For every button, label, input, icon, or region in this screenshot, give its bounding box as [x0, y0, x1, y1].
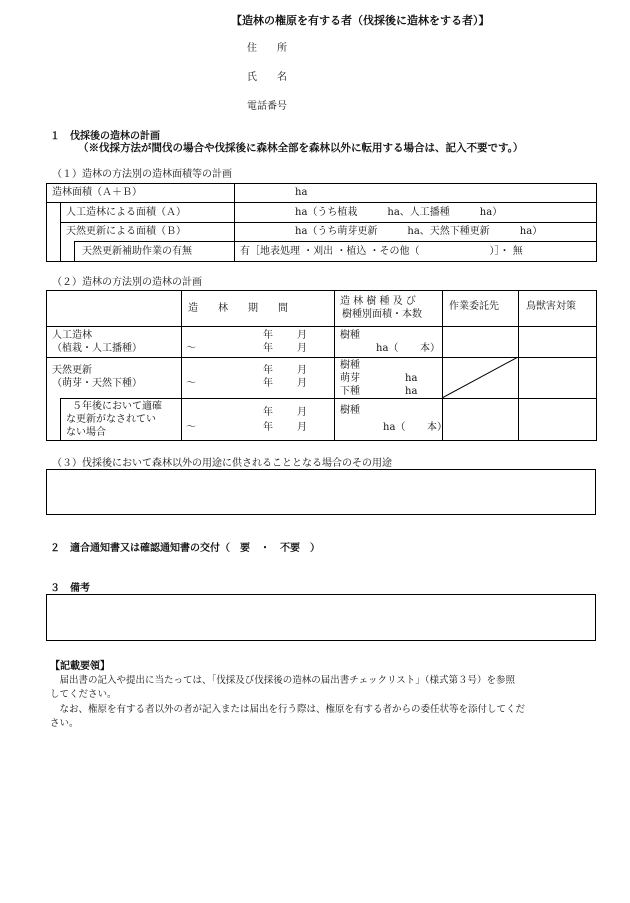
row2-tilde: 〜: [186, 378, 196, 389]
notes-heading: 【記載要領】: [50, 661, 110, 672]
row3-nen1: 年: [263, 407, 273, 418]
row2-seed-ha: ha: [405, 386, 418, 397]
row2-nen1: 年: [263, 365, 273, 376]
section3-caption: （３）伐採後において森林以外の用途に供されることとなる場合のその用途: [52, 458, 392, 469]
row2-label-line1: 天然更新: [52, 365, 92, 376]
table1-caption: （１）造林の方法別の造林面積等の計画: [52, 169, 232, 180]
row3-tsuki1: 月: [297, 407, 307, 418]
species-header-line2: 樹種別面積・本数: [342, 309, 422, 320]
row3-hon: 本）: [427, 422, 447, 433]
row3-tsuki2: 月: [297, 422, 307, 433]
total-area-label: 造林面積（Ａ＋Ｂ）: [52, 187, 142, 198]
assist-work-value: 有［地表処理 ・刈出 ・植込 ・その他（ ）］・ 無: [240, 246, 523, 257]
other-use-box[interactable]: [46, 469, 596, 515]
row1-nen2: 年: [263, 343, 273, 354]
notes-p2-line1: なお、権原を有する者以外の者が記入または届出を行う際は、権原を有する者からの委任状等を添付してくだ: [50, 704, 526, 715]
row2-species: 樹種: [340, 360, 360, 371]
form-title: 【造林の権原を有する者（伐採後に造林をする者）】: [231, 14, 490, 27]
contractor-header: 作業委託先: [449, 301, 499, 312]
section2-text: ２ 適合通知書又は確認通知書の交付（ 要 ・ 不要 ）: [50, 543, 320, 554]
row3-label-line3: ない場合: [66, 427, 106, 438]
phone-label: 電話番号: [247, 101, 287, 112]
row1-hon: 本）: [420, 343, 440, 354]
damage-header: 鳥獣害対策: [526, 301, 576, 312]
row1-tilde: 〜: [186, 343, 196, 354]
row3-species: 樹種: [340, 405, 360, 416]
period-header: 造 林 期 間: [188, 303, 288, 314]
diagonal-strike: [442, 357, 518, 398]
row1-species: 樹種: [340, 330, 360, 341]
remarks-box[interactable]: [46, 594, 596, 641]
row1-label-line1: 人工造林: [52, 330, 92, 341]
row3-ha: ha（: [383, 422, 406, 433]
row3-label-line1: ５年後において適確: [72, 401, 162, 412]
address-label: 住 所: [247, 43, 287, 54]
notes-p1-line2: してください。: [50, 689, 117, 700]
section1-heading: １ 伐採後の造林の計画: [50, 131, 160, 142]
row1-ha: ha（: [376, 343, 399, 354]
natural-area-label: 天然更新による面積（Ｂ）: [66, 226, 186, 237]
row2-nen2: 年: [263, 378, 273, 389]
row3-tilde: 〜: [186, 422, 196, 433]
section1-note: （※伐採方法が間伐の場合や伐採後に森林全部を森林以外に転用する場合は、記入不要です。）: [78, 142, 524, 154]
row2-tsuki1: 月: [297, 365, 307, 376]
species-header-line1: 造 林 樹 種 及 び: [340, 296, 416, 307]
row2-seed: 下種: [340, 386, 360, 397]
row2-sprout-ha: ha: [405, 373, 418, 384]
notes-p2-line2: さい。: [50, 718, 79, 729]
row1-tsuki2: 月: [297, 343, 307, 354]
row1-label-line2: （植栽・人工播種）: [52, 343, 142, 354]
table2-caption: （２）造林の方法別の造林の計画: [52, 277, 202, 288]
row3-nen2: 年: [263, 422, 273, 433]
row2-sprout: 萌芽: [340, 373, 360, 384]
remarks-heading: ３ 備考: [50, 583, 90, 594]
total-area-value: ha: [295, 187, 308, 198]
row1-tsuki1: 月: [297, 330, 307, 341]
notes-p1-line1: 届出書の記入や提出に当たっては、「伐採及び伐採後の造林の届出書チェックリスト」（様式第３号）を参照: [50, 675, 516, 686]
natural-area-value: ha（うち萌芽更新 ha、天然下種更新 ha）: [295, 226, 543, 237]
row3-label-line2: な更新がなされてい: [66, 414, 156, 425]
row2-label-line2: （萌芽・天然下種）: [52, 378, 142, 389]
row1-nen1: 年: [263, 330, 273, 341]
name-label: 氏 名: [247, 72, 287, 83]
assist-work-label: 天然更新補助作業の有無: [82, 246, 192, 257]
row2-tsuki2: 月: [297, 378, 307, 389]
artificial-area-value: ha（うち植栽 ha、人工播種 ha）: [295, 207, 503, 218]
artificial-area-label: 人工造林による面積（Ａ）: [66, 207, 186, 218]
